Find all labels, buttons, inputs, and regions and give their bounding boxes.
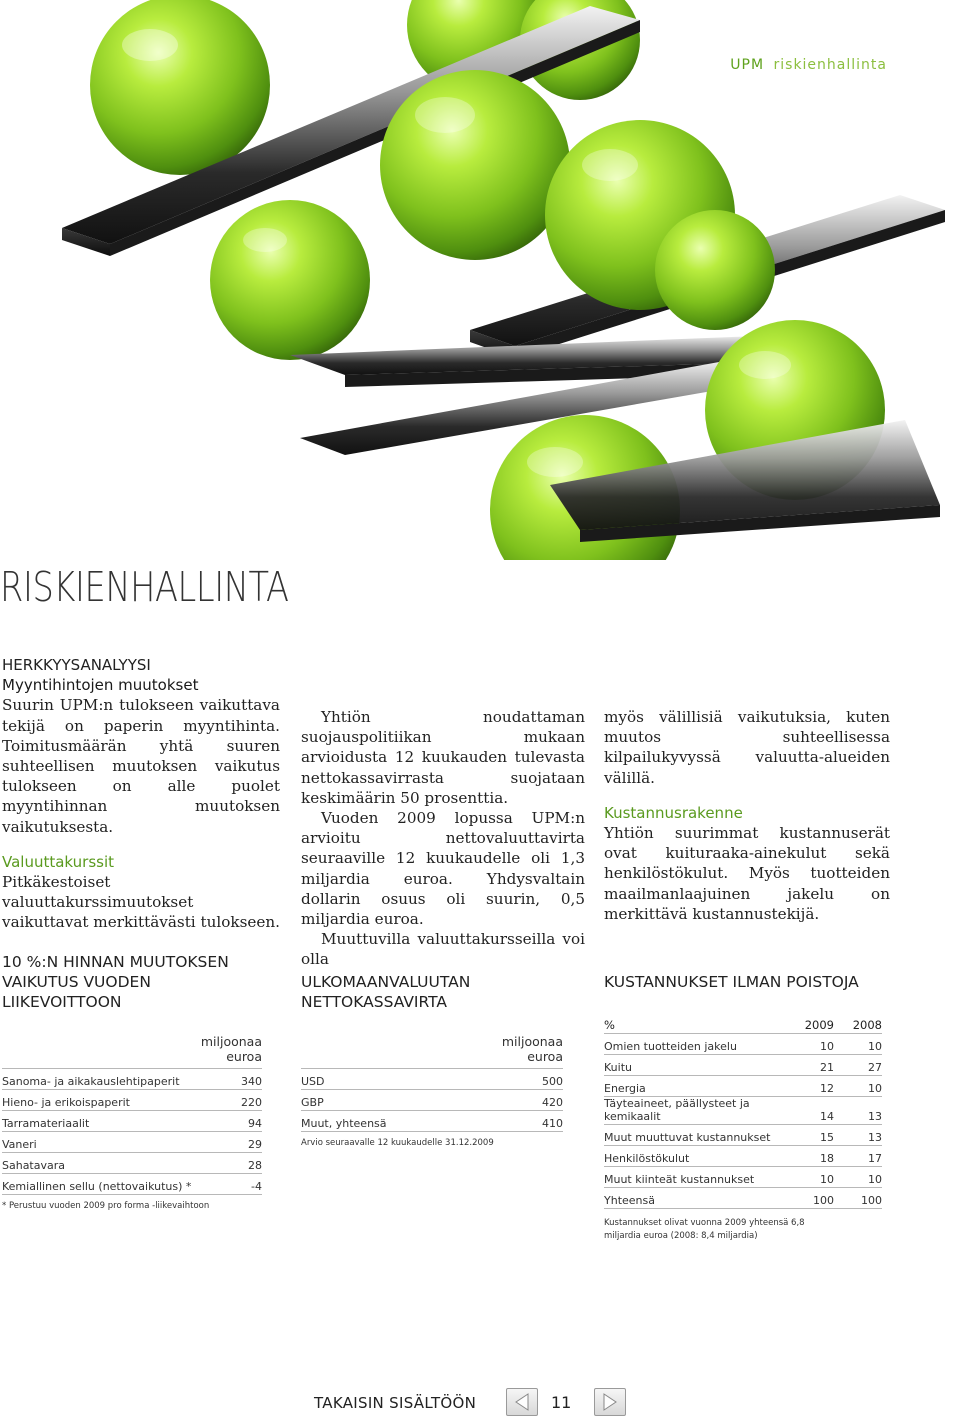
row-label: Sahatavara	[2, 1153, 236, 1174]
arrow-right-icon	[602, 1393, 618, 1411]
row-label: Energia	[604, 1076, 774, 1097]
row-label: Tarramateriaalit	[2, 1111, 236, 1132]
table-row	[604, 1055, 882, 1076]
table-title: 10 %:N HINNAN MUUTOKSEN VAIKUTUS VUODEN LIIKEVOITTOON	[2, 953, 229, 1011]
table-row	[604, 1188, 882, 1209]
table-row	[604, 1034, 882, 1055]
row-value: 220	[236, 1090, 262, 1111]
value-2009: 100	[774, 1188, 834, 1209]
data-table	[2, 1068, 262, 1195]
table-footnote: Arvio seuraavalle 12 kuukaudelle 31.12.2009	[301, 1138, 494, 1148]
table-row	[2, 1132, 262, 1153]
value-2009: 10	[774, 1034, 834, 1055]
table-row	[604, 1167, 882, 1188]
table-row	[2, 1090, 262, 1111]
row-label: Henkilöstökulut	[604, 1146, 774, 1167]
row-value: 29	[236, 1132, 262, 1153]
value-2008: 13	[834, 1125, 882, 1146]
table-row	[604, 1097, 882, 1125]
unit-label: miljoonaa euroa	[501, 1034, 563, 1064]
text-column-2	[301, 707, 585, 970]
row-label: Vaneri	[2, 1132, 236, 1153]
row-label: GBP	[301, 1090, 511, 1111]
paragraph: Muuttuvilla valuuttakursseilla voi olla	[301, 930, 585, 969]
table-row	[604, 1146, 882, 1167]
row-label: Omien tuotteiden jakelu	[604, 1034, 774, 1055]
value-2009: 10	[774, 1167, 834, 1188]
value-2008: 13	[834, 1097, 882, 1125]
paragraph: Yhtiön suurimmat kustannuserät ovat kuituraaka-ainekulut sekä henkilöstökulut. Myös tuotteiden maailmanlaajuinen jakelu on merkittävä kustannustekijä.	[604, 824, 890, 923]
value-2009: 12	[774, 1076, 834, 1097]
paragraph: Pitkäkestoiset valuuttakurssimuutokset vaikuttavat merkittävästi tulokseen.	[2, 873, 280, 932]
row-label: Muut kiinteät kustannukset	[604, 1167, 774, 1188]
value-2008: 10	[834, 1034, 882, 1055]
hero-image	[0, 0, 960, 560]
brand-header	[730, 57, 887, 73]
row-value: 420	[511, 1090, 563, 1111]
row-value: -4	[236, 1174, 262, 1195]
paragraph: Yhtiön noudattaman suojauspolitiikan mukaan arvioidusta 12 kuukauden tulevasta nettokassavirrasta suojataan keskimäärin 50 prosenttia.	[301, 708, 585, 807]
back-to-contents-link[interactable]: TAKAISIN SISÄLTÖÖN	[314, 1394, 477, 1412]
section-heading: HERKKYYSANALYYSI	[2, 656, 151, 674]
value-2009: 21	[774, 1055, 834, 1076]
text-column-3	[604, 707, 890, 924]
data-table	[604, 1013, 882, 1209]
value-2008: 10	[834, 1167, 882, 1188]
row-value: 500	[511, 1069, 563, 1090]
brand-section: riskienhallinta	[773, 57, 887, 73]
row-value: 28	[236, 1153, 262, 1174]
paragraph: Suurin UPM:n tulokseen vaikuttava tekijä on paperin myyntihinta. Toimitusmäärän yhtä suuren suhteellisen muutoksen vaikutus tulokseen on alle puolet myyntihinnan muutoksen vaikutuksesta.	[2, 696, 280, 836]
row-value: 410	[511, 1111, 563, 1132]
value-2008: 10	[834, 1076, 882, 1097]
text-column-1	[2, 655, 280, 933]
table-row	[604, 1125, 882, 1146]
row-label: Yhteensä	[604, 1188, 774, 1209]
table-net-cash-flow	[301, 972, 563, 1150]
table-row	[2, 1153, 262, 1174]
balanced-spheres-illustration	[0, 0, 960, 560]
value-2008: 100	[834, 1188, 882, 1209]
row-label: Kemiallinen sellu (nettovaikutus) *	[2, 1174, 236, 1195]
unit-label: miljoonaa euroa	[200, 1034, 262, 1064]
subheading-sales-prices: Myyntihintojen muutokset	[2, 676, 199, 695]
value-2008: 27	[834, 1055, 882, 1076]
value-2009: 15	[774, 1125, 834, 1146]
data-table	[301, 1068, 563, 1132]
brand-company: UPM	[730, 57, 765, 73]
table-title: ULKOMAANVALUUTAN NETTOKASSAVIRTA	[301, 973, 471, 1011]
row-label: Muut, yhteensä	[301, 1111, 511, 1132]
value-2009: 18	[774, 1146, 834, 1167]
table-row	[2, 1111, 262, 1132]
table-row	[301, 1069, 563, 1090]
paragraph: Vuoden 2009 lopussa UPM:n arvioitu nettovaluuttavirta seuraaville 12 kuukaudelle oli 1,3 miljardia euroa. Yhdysvaltain dollarin osuus oli suurin, 0,5 miljardia euroa.	[301, 809, 585, 929]
row-label: Täyteaineet, päällysteet ja kemikaalit	[604, 1097, 774, 1125]
table-footnote: * Perustuu vuoden 2009 pro forma -liikevaihtoon	[2, 1201, 210, 1211]
header-2009: 2009	[774, 1013, 834, 1034]
table-title: KUSTANNUKSET ILMAN POISTOJA	[604, 973, 859, 991]
next-page-button[interactable]	[594, 1388, 626, 1416]
value-2008: 17	[834, 1146, 882, 1167]
table-row	[2, 1069, 262, 1090]
header-label: %	[604, 1013, 774, 1034]
table-footnote: Kustannukset olivat vuonna 2009 yhteensä 6,8 miljardia euroa (2008: 8,4 miljardia)	[604, 1218, 805, 1241]
row-label: Muut muuttuvat kustannukset	[604, 1125, 774, 1146]
header-2008: 2008	[834, 1013, 882, 1034]
subheading-cost-structure: Kustannusrakenne	[604, 803, 743, 822]
row-value: 340	[236, 1069, 262, 1090]
footer-nav	[314, 1388, 634, 1416]
table-price-sensitivity	[2, 952, 262, 1213]
subheading-currency: Valuuttakurssit	[2, 852, 115, 871]
paragraph: myös välillisiä vaikutuksia, kuten muutos suhteellisessa kilpailukyvyssä valuutta-alueiden välillä.	[604, 708, 890, 787]
table-row	[604, 1076, 882, 1097]
table-row	[301, 1090, 563, 1111]
arrow-left-icon	[514, 1393, 530, 1411]
page-number: 11	[551, 1393, 572, 1412]
row-label: Hieno- ja erikoispaperit	[2, 1090, 236, 1111]
table-row	[301, 1111, 563, 1132]
table-row	[2, 1174, 262, 1195]
value-2009: 14	[774, 1097, 834, 1125]
previous-page-button[interactable]	[506, 1388, 538, 1416]
table-costs	[604, 972, 882, 1243]
row-label: USD	[301, 1069, 511, 1090]
table-header-row	[604, 1013, 882, 1034]
row-label: Sanoma- ja aikakauslehtipaperit	[2, 1069, 236, 1090]
row-value: 94	[236, 1111, 262, 1132]
page-title: RISKIENHALLINTA	[0, 563, 289, 611]
row-label: Kuitu	[604, 1055, 774, 1076]
